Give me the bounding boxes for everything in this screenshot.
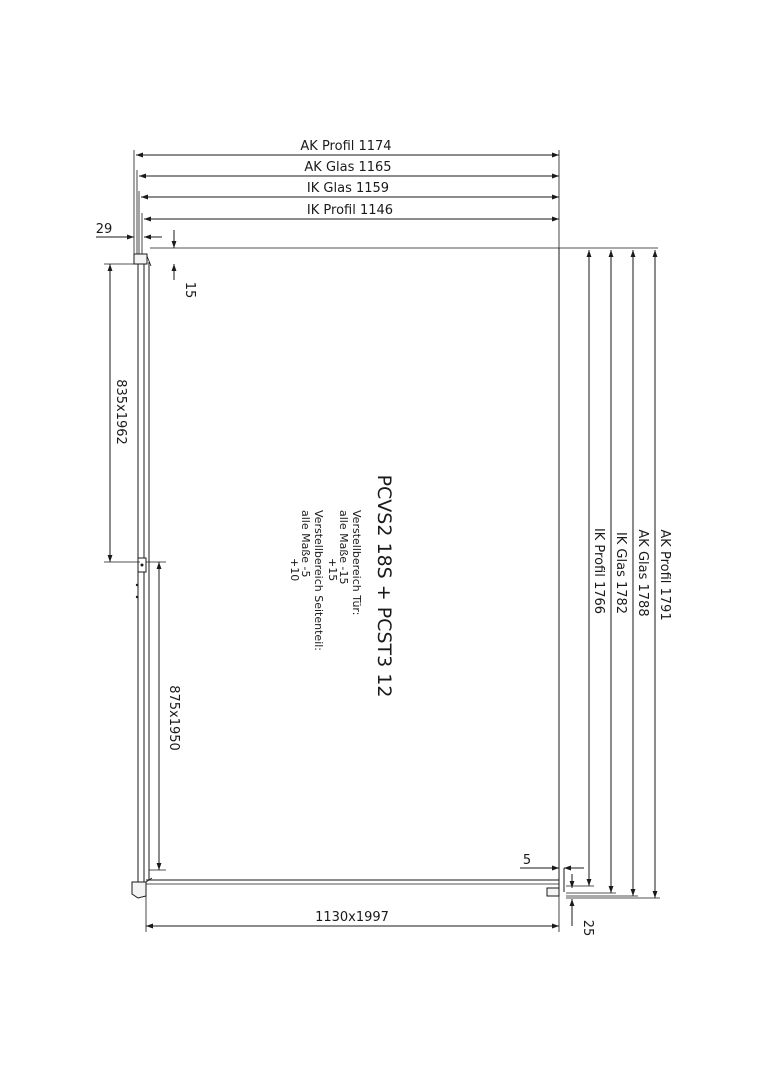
label-ik-glas-width: IK Glas 1159 xyxy=(306,181,390,196)
bottom-hinge-block xyxy=(132,882,146,898)
label-offset-left: 29 xyxy=(95,222,113,237)
hinge-screw xyxy=(136,584,138,586)
label-offset-top: 15 xyxy=(182,281,197,299)
label-panel-upper: 835x1962 xyxy=(113,379,128,445)
label-ik-profil-width: IK Profil 1146 xyxy=(306,203,394,218)
note-door-plus: +15 xyxy=(326,558,339,582)
note-door-heading: Verstellbereich Tür: xyxy=(350,510,363,616)
model-title: PCVS2 18S + PCST3 12 xyxy=(373,474,395,698)
label-door-bottom: 1130x1997 xyxy=(315,910,389,925)
label-offset-bottom: 25 xyxy=(580,919,595,937)
label-ik-profil-height: IK Profil 1766 xyxy=(591,527,606,615)
label-ak-profil-width: AK Profil 1174 xyxy=(300,139,392,154)
label-ak-profil-height: AK Profil 1791 xyxy=(657,529,672,621)
label-offset-right: 5 xyxy=(522,853,532,868)
bottom-right-block xyxy=(547,888,559,896)
hinge-pin xyxy=(141,564,144,567)
note-side-heading: Verstellbereich Seitenteil: xyxy=(312,510,325,652)
label-panel-lower: 875x1950 xyxy=(166,685,181,751)
top-hinge-block xyxy=(134,254,147,264)
hinge-screw xyxy=(136,596,138,598)
note-door-minus: alle Maße -15 xyxy=(337,510,350,585)
label-ak-glas-width: AK Glas 1165 xyxy=(304,160,392,175)
label-ak-glas-height: AK Glas 1788 xyxy=(635,529,650,617)
label-ik-glas-height: IK Glas 1782 xyxy=(613,531,628,615)
note-side-plus: +10 xyxy=(288,558,301,582)
note-side-minus: alle Maße -5 xyxy=(299,510,312,578)
adjustment-notes xyxy=(288,510,363,651)
